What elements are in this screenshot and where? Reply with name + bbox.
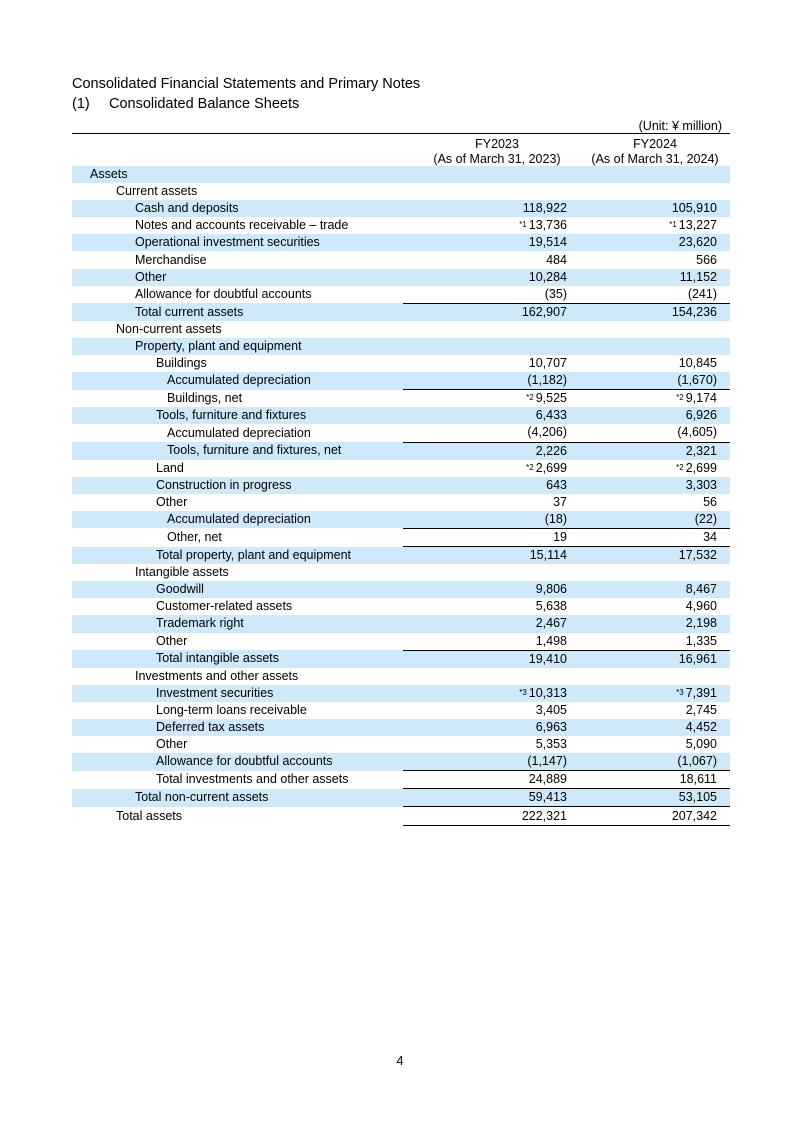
amount: 13,736 — [528, 218, 567, 233]
amount: 5,353 — [535, 737, 567, 752]
amount: 6,433 — [535, 408, 567, 423]
value-fy2023 — [403, 789, 577, 807]
amount: 9,174 — [685, 391, 717, 406]
table-row — [72, 234, 730, 251]
value-fy2024 — [577, 615, 730, 632]
value-fy2023 — [403, 355, 577, 372]
row-label: Total intangible assets — [72, 650, 397, 668]
amount: 18,611 — [679, 772, 717, 787]
amount: (4,206) — [527, 425, 567, 440]
row-label: Construction in progress — [72, 477, 397, 494]
value-fy2024 — [577, 460, 730, 477]
amount: 56 — [703, 494, 717, 509]
row-label: Notes and accounts receivable – trade — [135, 218, 349, 233]
value-fy2024 — [577, 494, 730, 511]
amount: 118,922 — [522, 201, 567, 216]
value-fy2023 — [403, 771, 577, 789]
page-number: 4 — [396, 1053, 404, 1068]
row-label: Trademark right — [72, 615, 397, 632]
amount: 105,910 — [671, 201, 717, 216]
amount: 10,707 — [528, 356, 567, 371]
amount: (1,147) — [527, 754, 567, 769]
value-fy2023 — [403, 183, 577, 200]
amount: 566 — [696, 252, 717, 267]
value-fy2023 — [403, 564, 577, 581]
value-fy2023 — [403, 511, 577, 529]
value-fy2023 — [403, 719, 577, 736]
table-row — [72, 771, 730, 789]
amount: (4,605) — [677, 425, 717, 440]
table-row — [72, 217, 730, 234]
table-row — [72, 372, 730, 390]
table-row — [72, 183, 730, 200]
value-fy2023 — [403, 581, 577, 598]
row-label: Accumulated depreciation — [72, 511, 397, 529]
table-row — [72, 668, 730, 685]
value-fy2023 — [403, 477, 577, 494]
table-row — [72, 460, 730, 477]
value-fy2023 — [403, 460, 577, 477]
value-fy2024 — [577, 286, 730, 304]
table-row — [72, 166, 730, 183]
row-label: Customer-related assets — [156, 599, 293, 614]
value-fy2024 — [577, 407, 730, 424]
table-row — [72, 789, 730, 807]
amount: 8,467 — [685, 582, 717, 597]
footnote-marker: *3 — [676, 687, 684, 697]
value-fy2024 — [577, 771, 730, 789]
table-row — [72, 303, 730, 321]
footnote-marker: *2 — [676, 393, 684, 403]
amount: 2,198 — [685, 616, 717, 631]
value-fy2024 — [577, 234, 730, 251]
column-header-fy2023-year: FY2023 — [475, 137, 519, 151]
amount: 4,452 — [685, 720, 717, 735]
table-row — [72, 407, 730, 424]
amount: 3,303 — [685, 477, 717, 492]
value-fy2023 — [403, 200, 577, 217]
value-fy2023 — [403, 668, 577, 685]
amount: 19,514 — [528, 235, 567, 250]
amount: 10,313 — [528, 685, 567, 700]
row-label: Land — [156, 460, 184, 475]
amount: 484 — [546, 252, 567, 267]
amount: 6,963 — [535, 720, 567, 735]
value-fy2024 — [577, 564, 730, 581]
amount: (18) — [544, 511, 567, 526]
amount: (241) — [687, 286, 717, 301]
value-fy2024 — [577, 581, 730, 598]
table-row — [72, 321, 730, 338]
row-label: Tools, furniture and fixtures, net — [72, 442, 397, 460]
value-fy2024 — [577, 166, 730, 183]
amount: 19,410 — [528, 651, 567, 666]
amount: 2,699 — [535, 460, 567, 475]
amount: (35) — [544, 286, 567, 301]
table-row — [72, 807, 730, 825]
row-label: Property, plant and equipment — [72, 338, 397, 355]
footnote-marker: *1 — [669, 220, 677, 230]
value-fy2023 — [403, 598, 577, 615]
row-label: Other, net — [167, 530, 222, 545]
row-label: Other — [156, 633, 188, 648]
value-fy2024 — [577, 183, 730, 200]
value-fy2024 — [577, 807, 730, 825]
row-label: Non-current assets — [116, 321, 222, 336]
top-rule — [72, 133, 730, 134]
value-fy2023 — [403, 807, 577, 825]
table-row — [72, 685, 730, 702]
row-label: Accumulated depreciation — [167, 425, 311, 440]
column-header-fy2024-year: FY2024 — [633, 137, 677, 151]
row-label: Tools, furniture and fixtures — [72, 407, 397, 424]
value-fy2023 — [403, 321, 577, 338]
value-fy2024 — [577, 251, 730, 268]
amount: 207,342 — [671, 808, 717, 823]
value-fy2024 — [577, 528, 730, 546]
table-row — [72, 547, 730, 565]
amount: (22) — [694, 511, 717, 526]
value-fy2024 — [577, 338, 730, 355]
footnote-marker: *3 — [519, 687, 527, 697]
value-fy2024 — [577, 633, 730, 651]
amount: 59,413 — [528, 790, 567, 805]
amount: 16,961 — [678, 651, 717, 666]
amount: (1,182) — [527, 373, 567, 388]
value-fy2023 — [403, 753, 577, 771]
section-title: Consolidated Balance Sheets — [109, 96, 300, 112]
value-fy2023 — [403, 547, 577, 565]
table-row — [72, 650, 730, 668]
value-fy2023 — [403, 372, 577, 390]
column-header-fy2023 — [421, 137, 573, 167]
value-fy2024 — [577, 753, 730, 771]
value-fy2024 — [577, 355, 730, 372]
value-fy2024 — [577, 424, 730, 442]
table-row — [72, 442, 730, 460]
row-label: Investments and other assets — [135, 668, 299, 683]
row-label: Assets — [72, 166, 397, 183]
amount: 222,321 — [521, 808, 567, 823]
value-fy2024 — [577, 547, 730, 565]
amount: 4,960 — [685, 599, 717, 614]
table-row — [72, 633, 730, 651]
value-fy2023 — [403, 633, 577, 651]
value-fy2024 — [577, 511, 730, 529]
amount: 3,405 — [535, 702, 567, 717]
amount: 37 — [553, 494, 567, 509]
table-row — [72, 286, 730, 304]
section-heading — [72, 96, 299, 112]
table-row — [72, 581, 730, 598]
row-label: Current assets — [116, 184, 198, 199]
table-row — [72, 251, 730, 268]
table-row — [72, 719, 730, 736]
row-label: Other — [72, 269, 397, 286]
value-fy2023 — [403, 650, 577, 668]
amount: 10,845 — [678, 356, 717, 371]
row-label: Cash and deposits — [72, 200, 397, 217]
row-label: Deferred tax assets — [72, 719, 397, 736]
value-fy2023 — [403, 407, 577, 424]
amount: 162,907 — [521, 304, 567, 319]
table-row — [72, 702, 730, 719]
row-label: Other — [156, 737, 188, 752]
amount: 19 — [553, 530, 567, 545]
row-label: Buildings — [156, 356, 207, 371]
value-fy2023 — [403, 494, 577, 511]
row-label: Long-term loans receivable — [156, 702, 307, 717]
value-fy2024 — [577, 789, 730, 807]
row-label: Goodwill — [72, 581, 397, 598]
table-row — [72, 598, 730, 615]
value-fy2023 — [403, 736, 577, 753]
value-fy2023 — [403, 424, 577, 442]
amount: 6,926 — [685, 408, 717, 423]
value-fy2024 — [577, 217, 730, 234]
value-fy2023 — [403, 338, 577, 355]
amount: 53,105 — [678, 790, 717, 805]
amount: 23,620 — [678, 235, 717, 250]
amount: 1,335 — [685, 633, 717, 648]
table-row — [72, 338, 730, 355]
amount: 7,391 — [685, 685, 717, 700]
amount: 2,321 — [685, 443, 717, 458]
amount: 9,806 — [535, 582, 567, 597]
value-fy2024 — [577, 442, 730, 460]
amount: 15,114 — [529, 548, 567, 563]
amount: 643 — [546, 477, 567, 492]
value-fy2023 — [403, 217, 577, 234]
row-label: Allowance for doubtful accounts — [72, 753, 397, 771]
row-label: Intangible assets — [135, 565, 229, 580]
value-fy2023 — [403, 234, 577, 251]
amount: (1,067) — [677, 754, 717, 769]
value-fy2023 — [403, 166, 577, 183]
balance-sheet-body — [72, 166, 730, 825]
footnote-marker: *2 — [676, 462, 684, 472]
value-fy2023 — [403, 251, 577, 268]
value-fy2023 — [403, 685, 577, 702]
amount: 24,889 — [528, 772, 567, 787]
amount: 5,638 — [535, 599, 567, 614]
value-fy2024 — [577, 477, 730, 494]
footnote-marker: *2 — [526, 393, 534, 403]
column-header-fy2024-date: (As of March 31, 2024) — [591, 152, 719, 166]
value-fy2024 — [577, 702, 730, 719]
section-number: (1) — [72, 96, 90, 112]
table-row — [72, 753, 730, 771]
row-label: Accumulated depreciation — [72, 372, 397, 390]
value-fy2024 — [577, 303, 730, 321]
column-header-fy2024 — [580, 137, 730, 167]
table-row — [72, 390, 730, 408]
row-label: Total investments and other assets — [156, 772, 349, 787]
amount: 9,525 — [535, 391, 567, 406]
amount: 2,745 — [685, 702, 717, 717]
row-label: Merchandise — [135, 252, 207, 267]
value-fy2024 — [577, 598, 730, 615]
value-fy2024 — [577, 200, 730, 217]
table-row — [72, 494, 730, 511]
table-row — [72, 511, 730, 529]
amount: 5,090 — [685, 737, 717, 752]
value-fy2024 — [577, 736, 730, 753]
amount: 17,532 — [678, 548, 717, 563]
row-label: Total property, plant and equipment — [72, 547, 397, 565]
row-label: Total current assets — [72, 303, 397, 321]
table-row — [72, 736, 730, 753]
amount: 13,227 — [678, 218, 717, 233]
table-row — [72, 528, 730, 546]
amount: 34 — [703, 530, 717, 545]
row-label: Total assets — [116, 808, 183, 823]
value-fy2024 — [577, 650, 730, 668]
amount: 11,152 — [679, 269, 717, 284]
table-row — [72, 564, 730, 581]
row-label: Total non-current assets — [72, 789, 397, 807]
amount: 2,467 — [535, 616, 567, 631]
value-fy2023 — [403, 390, 577, 408]
row-label: Other — [156, 494, 188, 509]
value-fy2023 — [403, 442, 577, 460]
column-header-fy2023-date: (As of March 31, 2023) — [433, 152, 561, 166]
value-fy2023 — [403, 702, 577, 719]
value-fy2023 — [403, 528, 577, 546]
footnote-marker: *2 — [526, 462, 534, 472]
row-label: Investment securities — [72, 685, 397, 702]
value-fy2024 — [577, 390, 730, 408]
table-row — [72, 269, 730, 286]
table-row — [72, 424, 730, 442]
amount: 2,699 — [685, 460, 717, 475]
balance-sheet-table — [72, 166, 730, 826]
value-fy2023 — [403, 286, 577, 304]
value-fy2023 — [403, 615, 577, 632]
amount: 1,498 — [535, 633, 567, 648]
footnote-marker: *1 — [519, 220, 527, 230]
value-fy2023 — [403, 303, 577, 321]
value-fy2024 — [577, 668, 730, 685]
value-fy2023 — [403, 269, 577, 286]
row-label: Buildings, net — [167, 391, 243, 406]
value-fy2024 — [577, 372, 730, 390]
row-label: Allowance for doubtful accounts — [135, 286, 312, 301]
row-label: Operational investment securities — [72, 234, 397, 251]
amount: (1,670) — [677, 373, 717, 388]
table-row — [72, 615, 730, 632]
amount: 154,236 — [671, 304, 717, 319]
table-row — [72, 200, 730, 217]
amount: 2,226 — [535, 443, 567, 458]
unit-label: (Unit: ¥ million) — [638, 119, 722, 133]
amount: 10,284 — [528, 269, 567, 284]
value-fy2024 — [577, 685, 730, 702]
value-fy2024 — [577, 321, 730, 338]
value-fy2024 — [577, 719, 730, 736]
table-row — [72, 477, 730, 494]
document-title: Consolidated Financial Statements and Primary Notes — [72, 76, 421, 92]
value-fy2024 — [577, 269, 730, 286]
table-row — [72, 355, 730, 372]
